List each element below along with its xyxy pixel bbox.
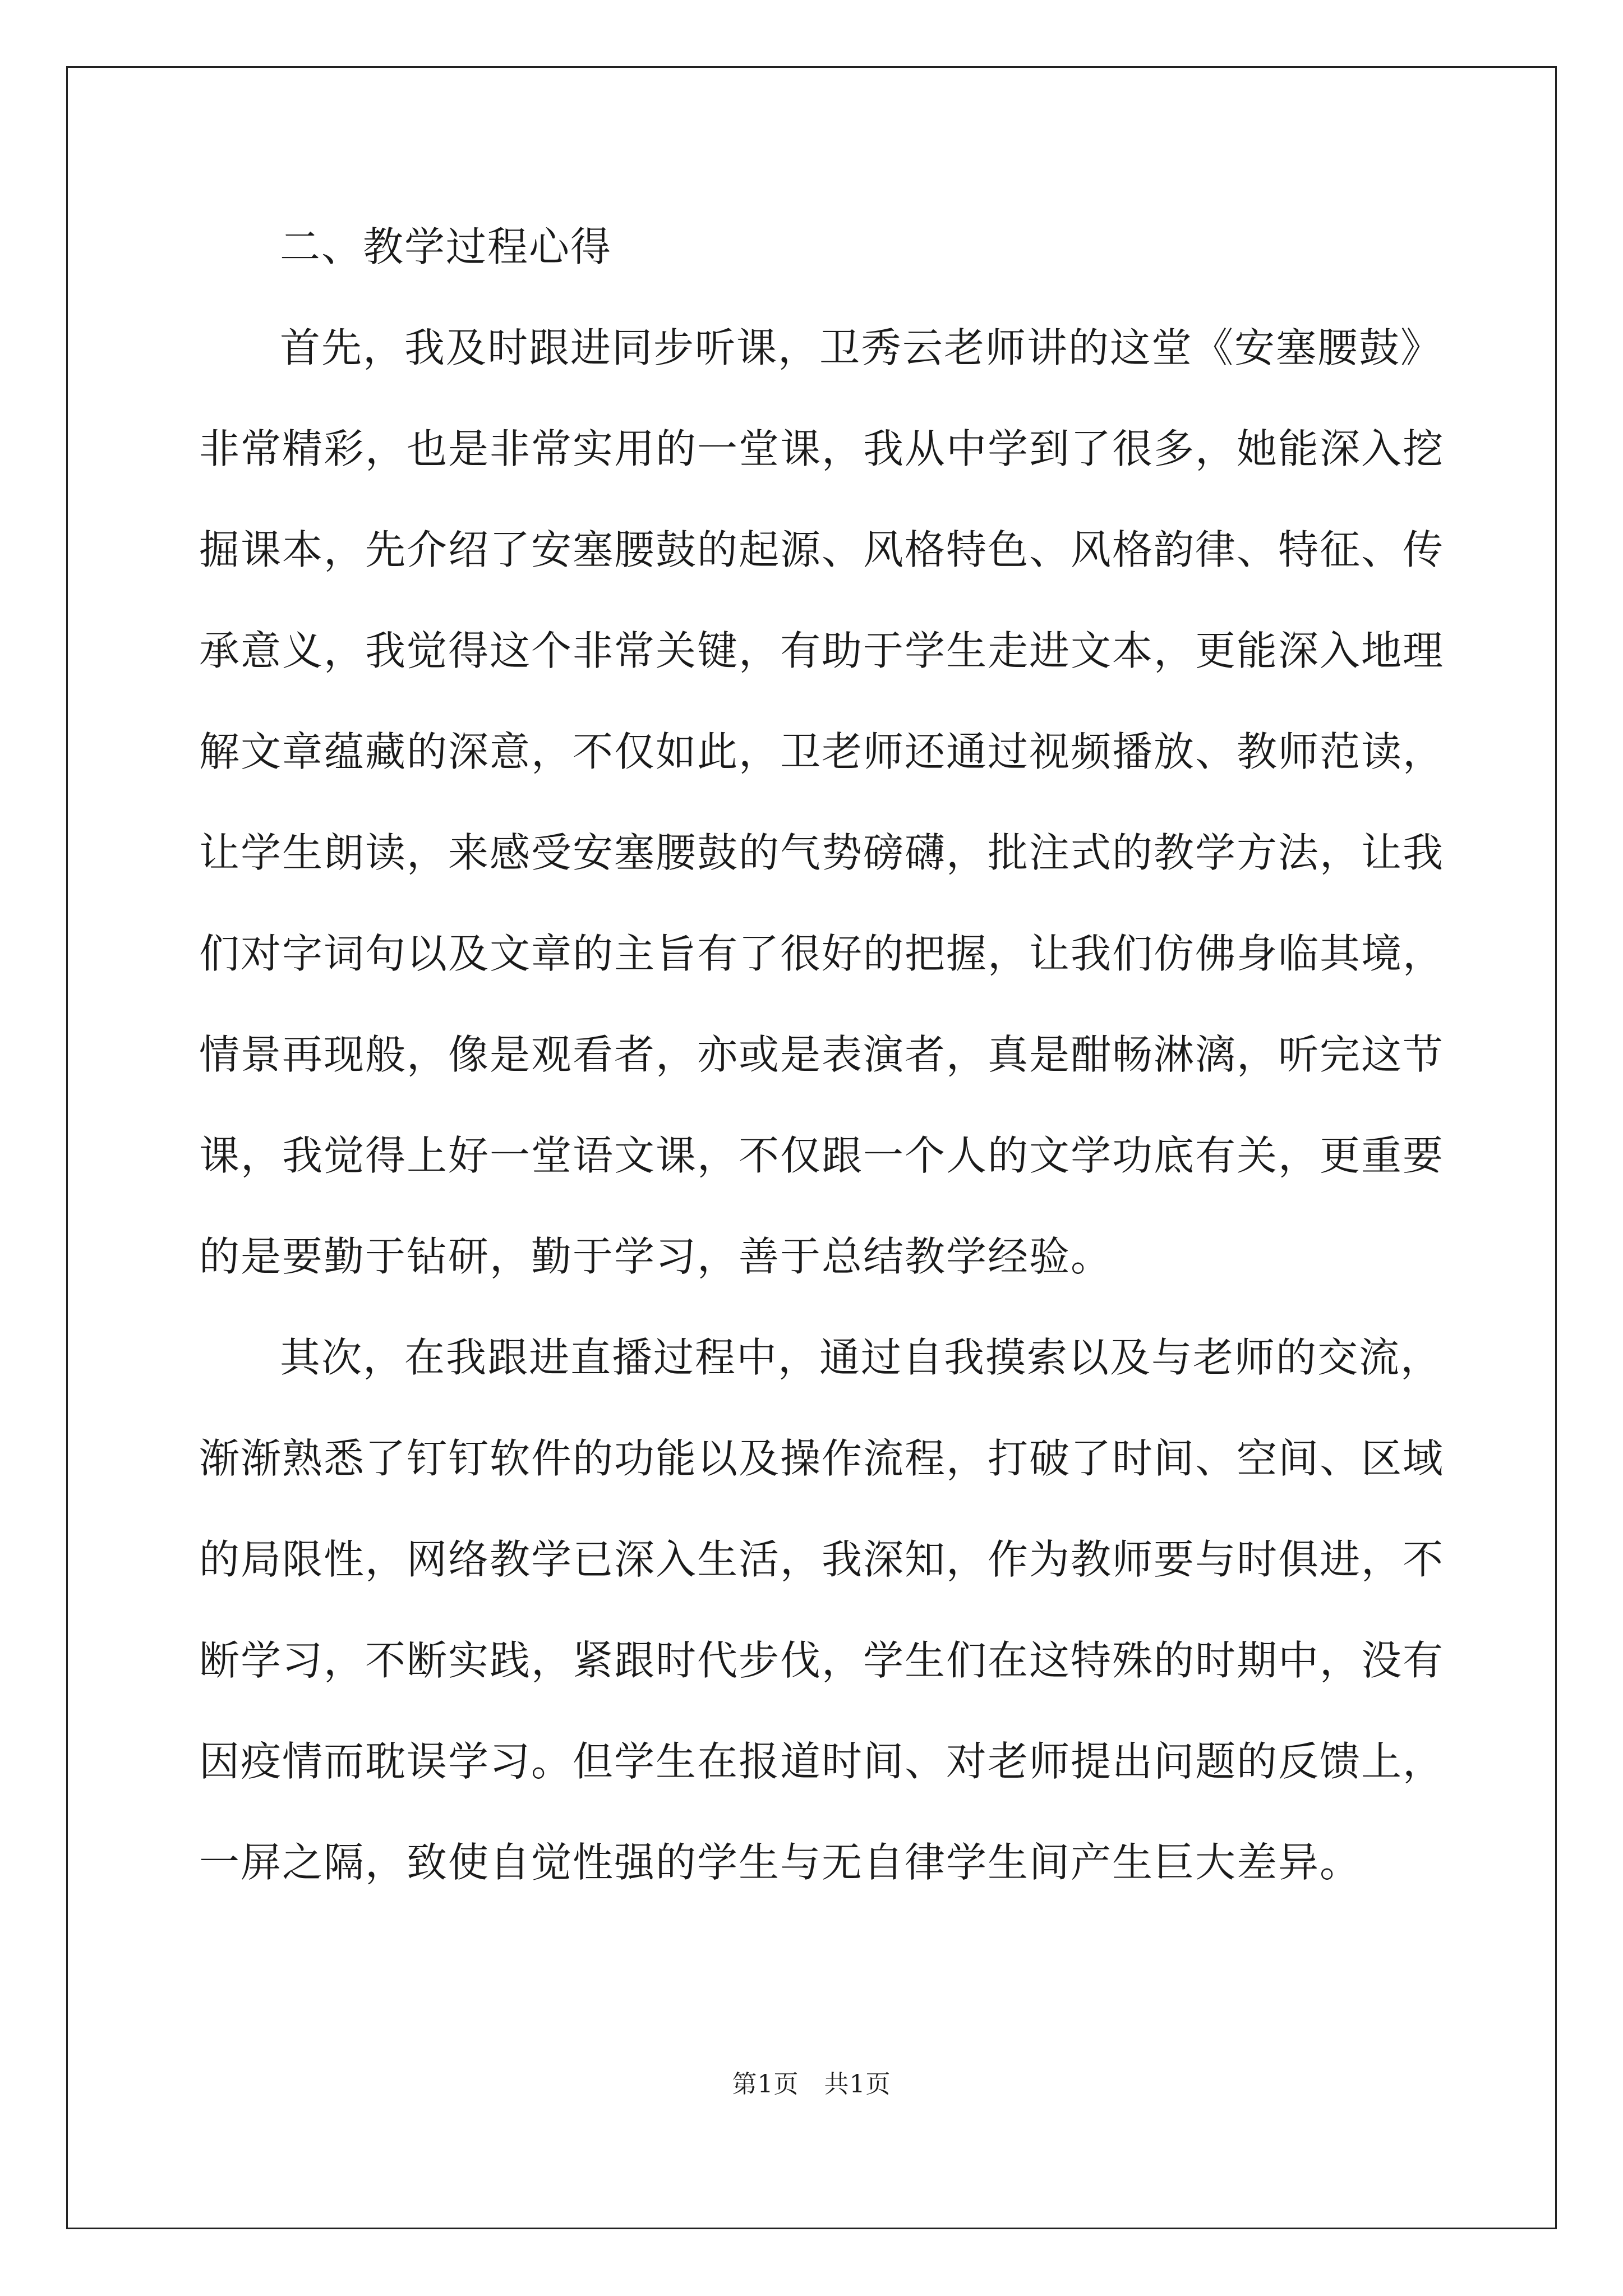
document-body (199, 213, 1445, 1930)
page-number: 第1页 共1页 (732, 2070, 891, 2099)
paragraph-line: 其次，在我跟进直播过程中，通过自我摸索以及与老师的交流， (280, 1334, 1442, 1381)
paragraph-line: 非常精彩，也是非常实用的一堂课，我从中学到了很多，她能深入挖 (199, 425, 1445, 472)
paragraph-line: 情景再现般，像是观看者，亦或是表演者，真是酣畅淋漓，听完这节 (199, 1031, 1445, 1078)
paragraph-1 (199, 314, 1445, 1324)
paragraph-line: 因疫情而耽误学习。但学生在报道时间、对老师提出问题的反馈上， (199, 1738, 1445, 1785)
paragraph-line: 的是要勤于钻研，勤于学习，善于总结教学经验。 (199, 1233, 1113, 1280)
paragraph-2 (199, 1324, 1445, 1930)
paragraph-line: 渐渐熟悉了钉钉软件的功能以及操作流程，打破了时间、空间、区域 (199, 1435, 1445, 1482)
section-heading: 二、教学过程心得 (280, 223, 612, 270)
paragraph-line: 一屏之隔，致使自觉性强的学生与无自律学生间产生巨大差异。 (199, 1839, 1362, 1886)
paragraph-line: 们对字词句以及文章的主旨有了很好的把握，让我们仿佛身临其境， (199, 930, 1445, 977)
paragraph-line: 断学习，不断实践，紧跟时代步伐，学生们在这特殊的时期中，没有 (199, 1637, 1445, 1684)
paragraph-line: 课，我觉得上好一堂语文课，不仅跟一个人的文学功底有关，更重要 (199, 1132, 1445, 1179)
paragraph-line: 解文章蕴藏的深意，不仅如此，卫老师还通过视频播放、教师范读， (199, 728, 1445, 775)
paragraph-line: 首先，我及时跟进同步听课，卫秀云老师讲的这堂《安塞腰鼓》 (280, 324, 1442, 371)
paragraph-line: 承意义，我觉得这个非常关键，有助于学生走进文本，更能深入地理 (199, 627, 1445, 674)
paragraph-line: 的局限性，网络教学已深入生活，我深知，作为教师要与时俱进，不 (199, 1536, 1445, 1583)
paragraph-line: 掘课本，先介绍了安塞腰鼓的起源、风格特色、风格韵律、特征、传 (199, 526, 1445, 573)
paragraph-line: 让学生朗读，来感受安塞腰鼓的气势磅礴，批注式的教学方法，让我 (199, 829, 1445, 876)
